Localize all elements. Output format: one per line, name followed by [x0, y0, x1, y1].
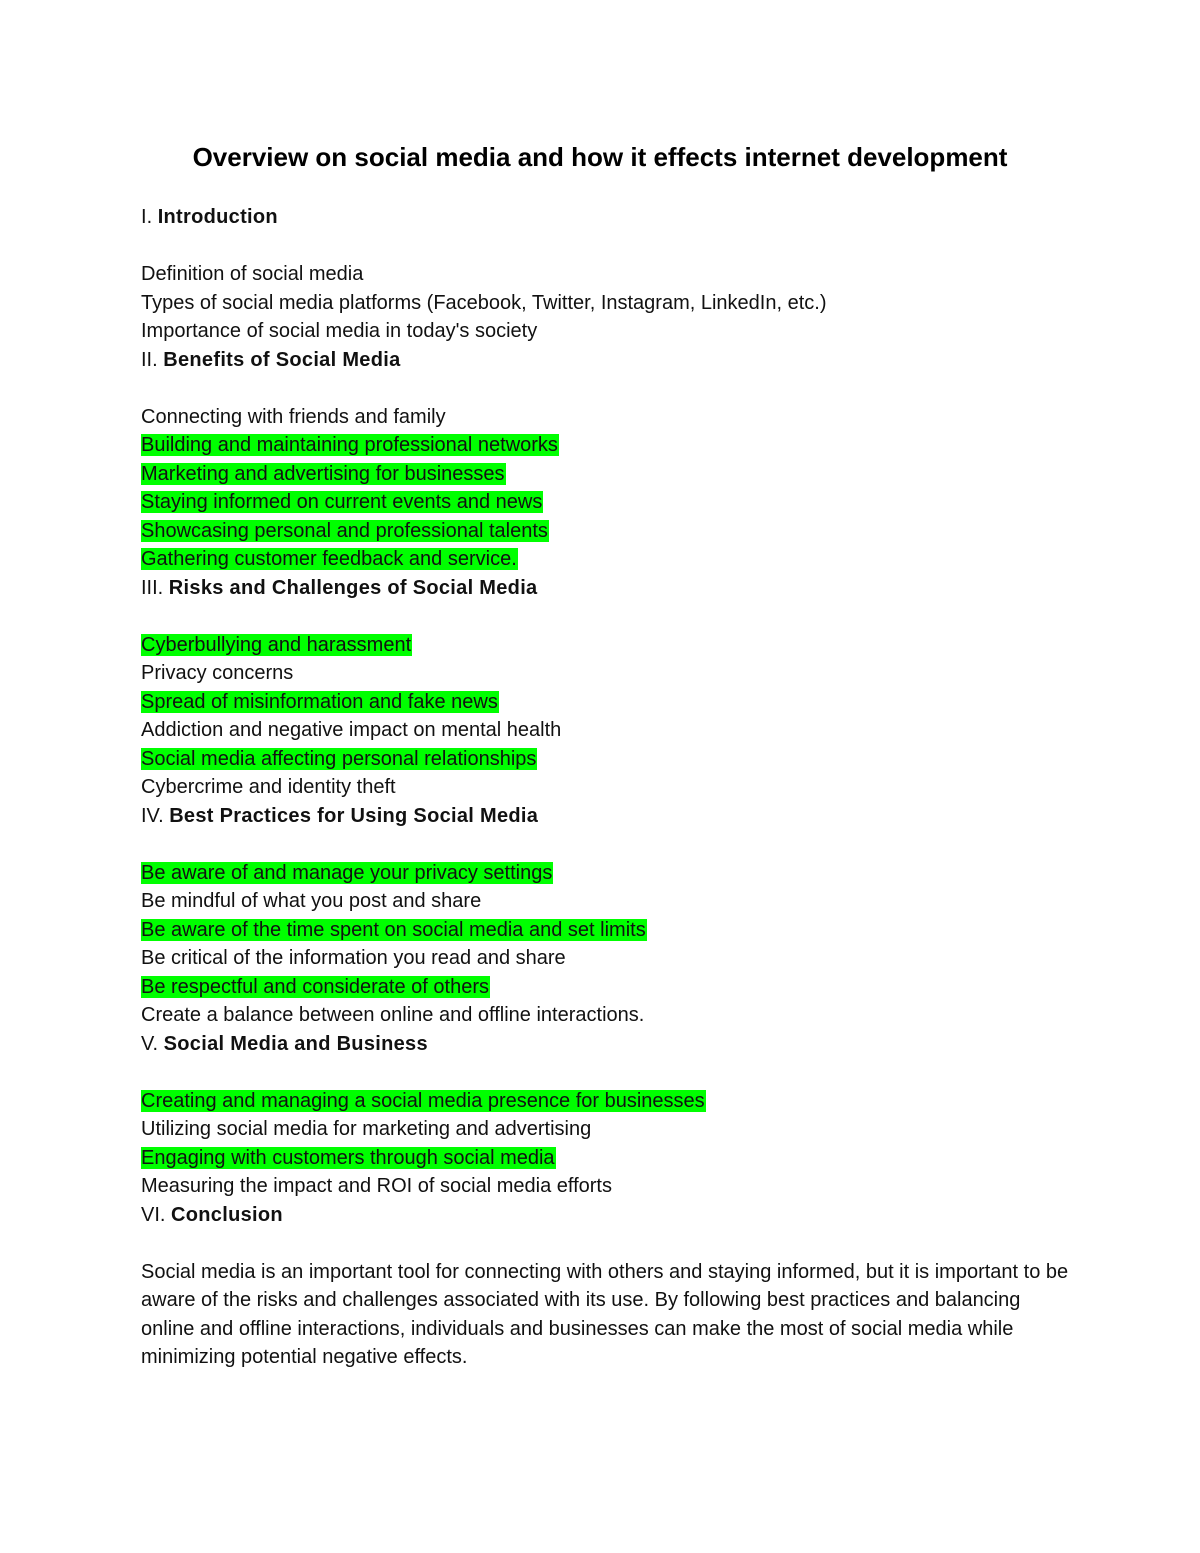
- list-item: [141, 289, 1071, 318]
- document-body: [141, 203, 1071, 1372]
- section-number-suffix: .: [146, 206, 158, 228]
- section-title: Conclusion: [171, 1203, 283, 1226]
- list-item-text: Types of social media platforms (Facebook, Twitter, Instagram, LinkedIn, etc.): [141, 291, 827, 314]
- list-item-highlighted: [141, 631, 1071, 660]
- list-item-text: Cybercrime and identity theft: [141, 776, 396, 798]
- section-number-suffix: .: [157, 576, 169, 599]
- section-heading-benefits: [141, 346, 1071, 375]
- list-item-text: Be critical of the information you read and share: [141, 947, 566, 969]
- section-number-suffix: .: [159, 1203, 172, 1226]
- list-item: [141, 887, 1071, 916]
- section-number: V: [141, 1032, 153, 1055]
- list-item-highlighted: [141, 517, 1071, 546]
- list-item-text: Create a balance between online and offline interactions.: [141, 1004, 645, 1026]
- list-item-text: Be aware of and manage your privacy settings: [141, 861, 553, 884]
- list-item-highlighted: [141, 688, 1071, 717]
- list-item-text: Showcasing personal and professional talents: [141, 519, 548, 542]
- list-item-text: Engaging with customers through social media: [141, 1146, 555, 1169]
- section-heading-business: [141, 1030, 1071, 1059]
- section-title: Social Media and Business: [163, 1032, 428, 1055]
- list-item: [141, 1001, 1071, 1030]
- list-item-text: Be aware of the time spent on social media and set limits: [141, 918, 646, 941]
- section-heading-introduction: [141, 203, 1071, 232]
- list-item: [141, 773, 1071, 802]
- section-number: I: [141, 206, 147, 228]
- list-item: [141, 659, 1071, 688]
- list-item-text: Addiction and negative impact on mental health: [141, 719, 562, 741]
- section-number: IV: [141, 804, 159, 827]
- list-item-highlighted: [141, 1144, 1071, 1173]
- section-number-suffix: .: [152, 348, 164, 371]
- section-number: VI: [141, 1203, 160, 1226]
- list-item-text: Connecting with friends and family: [141, 405, 446, 428]
- list-item: [141, 317, 1071, 346]
- list-item-highlighted: [141, 431, 1071, 460]
- list-item-text: Be mindful of what you post and share: [141, 890, 482, 912]
- list-item-highlighted: [141, 460, 1071, 489]
- list-item-highlighted: [141, 859, 1071, 888]
- list-item-text: Building and maintaining professional networks: [141, 434, 558, 456]
- list-item-highlighted: [141, 973, 1071, 1002]
- section-number-suffix: .: [152, 1032, 164, 1055]
- blank-line: [141, 830, 1071, 859]
- list-item-text: Marketing and advertising for businesses: [141, 462, 505, 485]
- document-title: Overview on social media and how it effects internet development: [192, 142, 1008, 172]
- blank-line: [141, 1229, 1071, 1258]
- blank-line: [141, 1058, 1071, 1087]
- section-heading-conclusion: [141, 1201, 1071, 1230]
- section-title: Risks and Challenges of Social Media: [168, 576, 538, 599]
- list-item: [141, 716, 1071, 745]
- section-title: Benefits of Social Media: [163, 348, 401, 371]
- section-heading-best-practices: [141, 802, 1071, 831]
- list-item: [141, 403, 1071, 432]
- list-item-text: Social media affecting personal relationships: [141, 747, 537, 770]
- list-item-text: Creating and managing a social media presence for businesses: [141, 1089, 705, 1112]
- list-item-text: Importance of social media in today's society: [141, 320, 538, 342]
- list-item-highlighted: [141, 745, 1071, 774]
- blank-line: [141, 602, 1071, 631]
- section-title: Best Practices for Using Social Media: [169, 804, 539, 827]
- list-item-text: Definition of social media: [141, 263, 364, 285]
- list-item: [141, 260, 1071, 289]
- section-number: III: [141, 576, 158, 599]
- section-number-suffix: .: [158, 804, 170, 827]
- list-item-text: Be respectful and considerate of others: [141, 975, 489, 998]
- list-item-text: Measuring the impact and ROI of social media efforts: [141, 1175, 612, 1197]
- list-item-highlighted: [141, 1087, 1071, 1116]
- list-item: [141, 944, 1071, 973]
- list-item-highlighted: [141, 545, 1071, 574]
- list-item-text: Gathering customer feedback and service.: [141, 548, 517, 570]
- list-item-text: Utilizing social media for marketing and advertising: [141, 1118, 592, 1140]
- blank-line: [141, 232, 1071, 261]
- list-item-text: Staying informed on current events and news: [141, 491, 543, 513]
- list-item-highlighted: [141, 488, 1071, 517]
- section-title: Introduction: [157, 206, 278, 228]
- section-number: II: [141, 348, 153, 371]
- conclusion-paragraph: Social media is an important tool for connecting with others and staying informed, but it is important to be aware of the risks and challenges associated with its use. By following best practices and balancing online and offline interactions, individuals and businesses can make the most of social media while minimizing potential negative effects.: [141, 1260, 1069, 1368]
- list-item-text: Cyberbullying and harassment: [141, 633, 412, 656]
- list-item-text: Privacy concerns: [141, 662, 294, 684]
- section-heading-risks: [141, 574, 1071, 603]
- list-item: [141, 1172, 1071, 1201]
- list-item: [141, 1115, 1071, 1144]
- list-item-highlighted: [141, 916, 1071, 945]
- list-item-text: Spread of misinformation and fake news: [141, 690, 498, 713]
- blank-line: [141, 374, 1071, 403]
